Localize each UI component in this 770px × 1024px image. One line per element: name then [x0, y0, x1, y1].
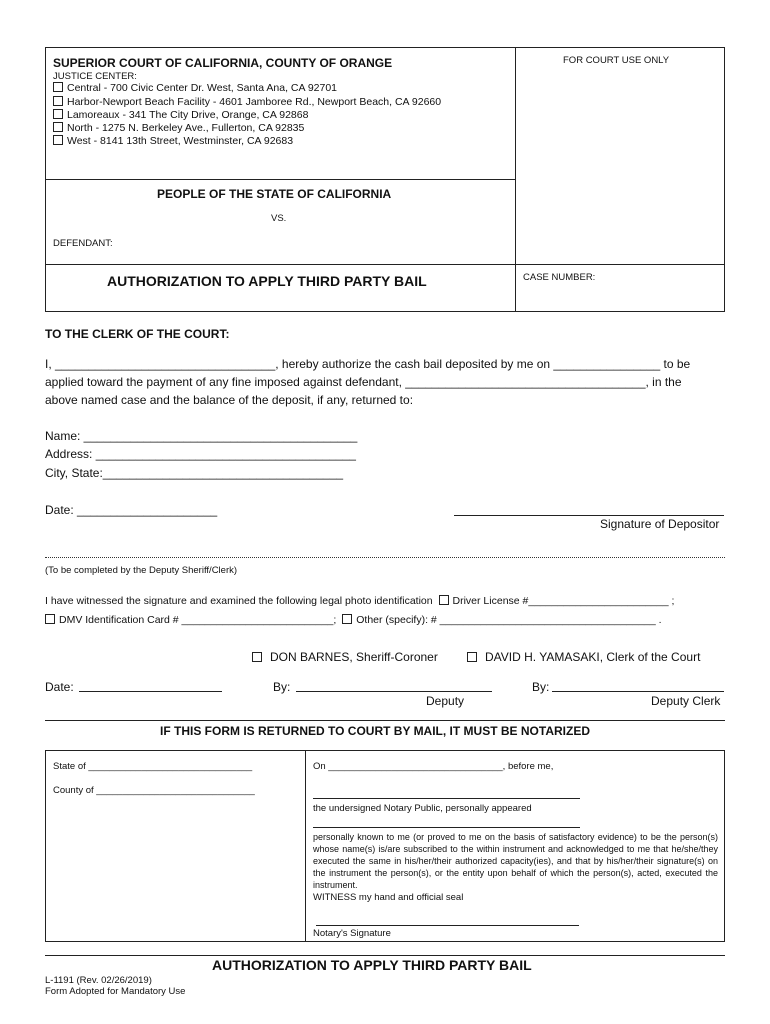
center-option-central[interactable]: Central - 700 Civic Center Dr. West, Santa Ana, CA 92701 [53, 82, 337, 94]
checkbox-icon[interactable] [439, 595, 449, 605]
deputy-date-line[interactable] [79, 691, 222, 692]
depositor-signature-line[interactable] [454, 515, 724, 516]
address-field[interactable]: Address: _______________________________________ [45, 447, 356, 461]
checkbox-icon[interactable] [53, 109, 63, 119]
authorization-line-1[interactable]: I, _________________________________, hereby authorize the cash bail deposited by me on ________________ to be [45, 357, 691, 371]
deputy-note: (To be completed by the Deputy Sheriff/Clerk) [45, 565, 238, 576]
form-adopted: Form Adopted for Mandatory Use [45, 986, 186, 997]
state-of-field[interactable]: State of _______________________________ [53, 761, 253, 772]
clerk-signature-line[interactable] [552, 691, 724, 692]
driver-license-field[interactable]: Driver License #________________________ ; [452, 595, 675, 607]
case-number-label: CASE NUMBER: [523, 272, 596, 283]
form-number: L-1191 (Rev. 02/26/2019) [45, 975, 152, 986]
checkbox-icon[interactable] [53, 135, 63, 145]
id-line-2 [45, 614, 662, 626]
checkbox-icon[interactable] [53, 96, 63, 106]
caption-divider-2 [45, 264, 725, 265]
checkbox-icon[interactable] [252, 652, 262, 662]
witness-text: WITNESS my hand and official seal [313, 892, 464, 903]
deputy-signature-line[interactable] [296, 691, 492, 692]
deputy-date-label: Date: [45, 680, 74, 694]
name-field[interactable]: Name: _________________________________________ [45, 429, 358, 443]
checkbox-icon[interactable] [45, 614, 55, 624]
form-title: AUTHORIZATION TO APPLY THIRD PARTY BAIL [107, 273, 427, 289]
appeared-name-line[interactable] [313, 798, 580, 799]
witness-line: I have witnessed the signature and examined the following legal photo identification Driver License #________________________ ; [45, 595, 675, 607]
on-date-field[interactable]: On _________________________________, before me, [313, 761, 554, 772]
vs-label: VS. [271, 213, 287, 224]
by-label-2: By: [532, 680, 550, 694]
dotted-separator [45, 557, 725, 558]
people-heading: PEOPLE OF THE STATE OF CALIFORNIA [157, 187, 392, 201]
sheriff-option[interactable]: DON BARNES, Sheriff-Coroner [252, 650, 438, 664]
center-option-north[interactable]: North - 1275 N. Berkeley Ave., Fullerton, CA 92835 [53, 122, 304, 134]
clerk-option[interactable]: DAVID H. YAMASAKI, Clerk of the Court [467, 650, 700, 664]
center-option-lamoreaux[interactable]: Lamoreaux - 341 The City Drive, Orange, CA 92868 [53, 109, 308, 121]
footer-title: AUTHORIZATION TO APPLY THIRD PARTY BAIL [212, 957, 532, 973]
notary-signature-line[interactable] [316, 925, 579, 926]
notary-signature-label: Notary's Signature [313, 928, 391, 939]
footer-rule [45, 955, 725, 956]
dmv-id-field[interactable]: DMV Identification Card # __________________________; [59, 614, 337, 626]
depositor-signature-label: Signature of Depositor [600, 517, 720, 531]
center-option-harbor[interactable]: Harbor-Newport Beach Facility - 4601 Jamboree Rd., Newport Beach, CA 92660 [53, 96, 441, 108]
to-clerk-heading: TO THE CLERK OF THE COURT: [45, 327, 230, 341]
county-of-field[interactable]: County of ______________________________ [53, 785, 255, 796]
by-label-1: By: [273, 680, 291, 694]
notarize-notice: IF THIS FORM IS RETURNED TO COURT BY MAIL, IT MUST BE NOTARIZED [160, 724, 590, 738]
city-state-field[interactable]: City, State:____________________________________ [45, 466, 344, 480]
court-title: SUPERIOR COURT OF CALIFORNIA, COUNTY OF ORANGE [53, 56, 393, 70]
section-divider [45, 720, 725, 721]
personally-appeared-line[interactable] [313, 827, 580, 828]
checkbox-icon[interactable] [53, 122, 63, 132]
other-id-field[interactable]: Other (specify): # _____________________________________ . [356, 614, 662, 626]
court-use-label: FOR COURT USE ONLY [563, 55, 670, 66]
caption-divider-1 [45, 179, 516, 180]
checkbox-icon[interactable] [53, 82, 63, 92]
deputy-label: Deputy [426, 694, 465, 708]
checkbox-icon[interactable] [467, 652, 477, 662]
authorization-line-3: above named case and the balance of the deposit, if any, returned to: [45, 393, 414, 407]
justice-center-label: JUSTICE CENTER: [53, 71, 137, 82]
checkbox-icon[interactable] [342, 614, 352, 624]
defendant-label: DEFENDANT: [53, 238, 113, 249]
center-option-west[interactable]: West - 8141 13th Street, Westminster, CA 92683 [53, 135, 293, 147]
undersigned-text: the undersigned Notary Public, personally appeared [313, 803, 532, 814]
authorization-line-2[interactable]: applied toward the payment of any fine imposed against defendant, ____________________________________, in the [45, 375, 682, 389]
date-field[interactable]: Date: _____________________ [45, 503, 218, 517]
deputy-clerk-label: Deputy Clerk [651, 694, 721, 708]
notary-divider [305, 750, 306, 942]
personally-known-text: personally known to me (or proved to me on the basis of satisfactory evidence) to be the person(s) whose name(s) is/are subscribed to the within instrument and acknowledged to me that he/she/they executed the same in his/her/their authorized capacity(ies), and that by his/her/their signature(s) on the instrument the person(s), or the entity upon behalf of which the person(s), acted, executed the instrument. [313, 832, 718, 890]
